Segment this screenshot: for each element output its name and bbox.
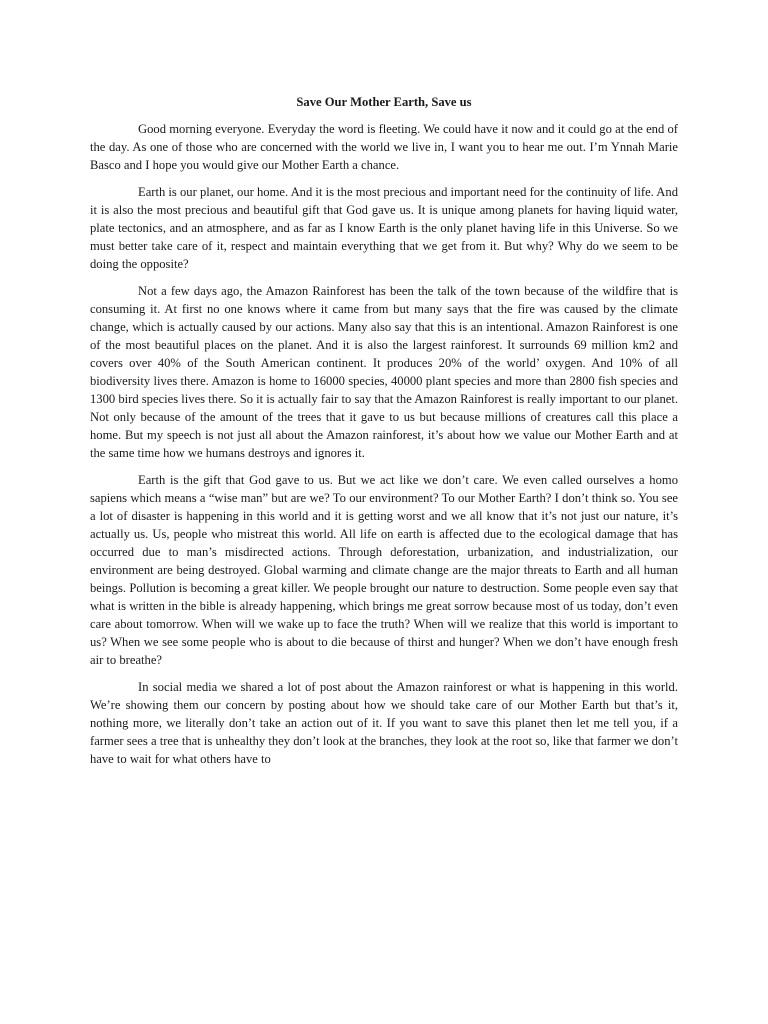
document-body [90, 92, 678, 777]
paragraph-2: Earth is our planet, our home. And it is the most precious and important need for the continuity of life. And it is also the most precious and beautiful gift that God gave us. It is unique among planets for having liquid water, plate tectonics, and an atmosphere, and as far as I know Earth is the only planet having life in this Universe. So we must better take care of it, respect and maintain everything that we get from it. But why? Why do we seem to be doing the opposite? [90, 185, 678, 271]
paragraph-5: In social media we shared a lot of post about the Amazon rainforest or what is happening in this world. We’re showing them our concern by posting about how we should take care of our Mother Earth but that’s it, nothing more, we literally don’t take an action out of it. If you want to save this planet then let me tell you, if a farmer sees a tree that is unhealthy they don’t look at the branches, they look at the root so, like that farmer we don’t have to wait for what others have to [90, 680, 678, 766]
paragraph-4: Earth is the gift that God gave to us. But we act like we don’t care. We even called ourselves a homo sapiens which means a “wise man” but are we? To our environment? To our Mother Earth? I don’t think so. You see a lot of disaster is happening in this world and it is getting worst and we all know that it’s not just our nature, it’s actually us. Us, people who mistreat this world. All life on earth is affected due to the ecological damage that has occurred due to man’s misdirected actions. Through deforestation, urbanization, and industrialization, our environment are being destroyed. Global warming and climate change are the major threats to Earth and all human beings. Pollution is becoming a great killer. We people brought our nature to destruction. Some people even say that what is written in the bible is already happening, which brings me great sorrow because most of us today, don’t even care about tomorrow. When will we wake up to face the truth? When will we realize that this world is important to us? When we see some people who is about to die because of thirst and hunger? When we don’t have enough fresh air to breathe? [90, 473, 678, 667]
document-title: Save Our Mother Earth, Save us [296, 95, 472, 109]
paragraph-3: Not a few days ago, the Amazon Rainforest has been the talk of the town because of the wildfire that is consuming it. At first no one knows where it came from but many says that the fire was caused by the climate change, which is actually caused by our actions. Many also say that this is an intentional. Amazon Rainforest is one of the most beautiful places on the planet. And it is also the largest rainforest. It surrounds 69 million km2 and covers over 40% of the South American continent. It produces 20% of the world’ oxygen. And 10% of all biodiversity lives there. Amazon is home to 16000 species, 40000 plant species and more than 2800 fish species and 1300 bird species lives there. So it is actually fair to say that the Amazon Rainforest is really important to our planet. Not only because of the amount of the trees that it gave to us but because millions of creatures call this place a home. But my speech is not just all about the Amazon rainforest, it’s about how we value our Mother Earth and at the same time how we humans destroys and ignores it. [90, 284, 678, 460]
paragraph-1: Good morning everyone. Everyday the word is fleeting. We could have it now and it could go at the end of the day. As one of those who are concerned with the world we live in, I want you to hear me out. I’m Ynnah Marie Basco and I hope you would give our Mother Earth a chance. [90, 122, 678, 172]
